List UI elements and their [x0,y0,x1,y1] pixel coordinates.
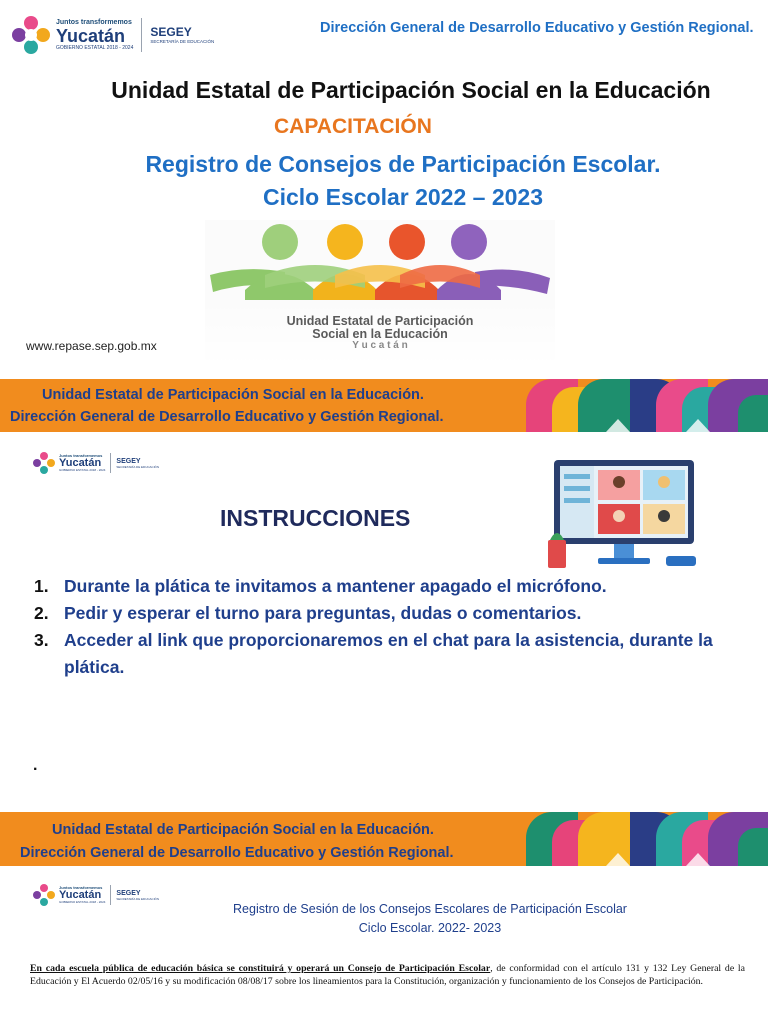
segey-label: SEGEY [116,457,141,465]
logo-brand: Yucatán [59,889,102,901]
image-caption-line3: Y u c a t á n [352,340,408,351]
cover-line1: Registro de Consejos de Participación Escolar. [145,151,661,177]
segey-sub: SECRETARÍA DE EDUCACIÓN [150,38,215,44]
legal-paragraph [30,962,745,988]
session-line2: Ciclo Escolar. 2022- 2023 [358,921,502,935]
logo-divider [110,453,111,473]
video-call-computer-icon [548,456,700,572]
banner-line2: Dirección General de Desarrollo Educativo y Gestión Regional. [20,845,454,861]
instruction-number: 1. [34,576,49,596]
repase-url: www.repase.sep.gob.mx [26,339,157,353]
logo-divider [141,18,142,52]
logo-brand: Yucatán [59,457,102,469]
logo-brand: Yucatán [56,26,126,46]
instructions-heading: INSTRUCCIONES [220,505,411,531]
legal-rest: , de conformidad con el artículo 131 y 132 Ley General de la Educación y El Acuerdo 02/05/16 y su modificación 08/08/17 sobre los lineamientos para la Constitución, organización y funcionamiento de los Consejos de Participación. [30,963,745,987]
stray-dot: . [33,757,38,774]
yucatan-segey-logo [12,14,214,56]
instruction-item [30,573,740,600]
header-direction-title: Dirección General de Desarrollo Educativo y Gestión Regional. [320,20,754,36]
legal-underlined: En cada escuela pública de educación básica se constituirá y operará un Consejo de Participación Escolar [30,963,491,974]
cover-line2: Ciclo Escolar 2022 – 2023 [262,184,544,210]
instruction-number: 3. [34,630,49,650]
image-caption-line1: Unidad Estatal de Participación [286,314,474,328]
cover-registro [0,148,768,214]
logo-tagline: Juntos transformemos [56,19,132,26]
banner-line1: Unidad Estatal de Participación Social en la Educación. [42,387,424,403]
image-caption-line2: Social en la Educación [312,327,448,341]
segey-sub: SECRETARÍA DE EDUCACIÓN [116,464,160,469]
logo-tagline: Juntos transformemos [59,453,103,458]
instruction-item [30,600,740,627]
cover-title: Unidad Estatal de Participación Social en la Educación [111,77,711,103]
logo-gov: GOBIERNO ESTATAL 2018 - 2024 [59,468,106,472]
segey-label: SEGEY [116,889,141,897]
yucatan-flower-icon [33,452,55,474]
participation-people-image [205,220,555,360]
yucatan-flower-icon [12,16,50,54]
instructions-list [30,573,740,681]
instruction-text: Durante la plática te invitamos a mantener apagado el micrófono. [64,576,607,596]
logo-tagline: Juntos transformemos [59,885,103,890]
instruction-item [30,627,740,681]
banner-line2: Dirección General de Desarrollo Educativo y Gestión Regional. [10,409,444,425]
orange-banner-1 [0,379,768,432]
yucatan-segey-logo-small [33,452,159,474]
decorative-pattern-icon [526,379,768,432]
instruction-text: Acceder al link que proporcionaremos en el chat para la asistencia, durante la plática. [64,630,713,677]
segey-label: SEGEY [150,24,192,39]
logo-gov: GOBIERNO ESTATAL 2018 - 2024 [56,45,134,51]
banner-line1: Unidad Estatal de Participación Social en la Educación. [52,822,434,838]
cover-subtitle: CAPACITACIÓN [274,115,432,138]
logo-gov: GOBIERNO ESTATAL 2018 - 2024 [59,900,106,904]
orange-banner-2 [0,812,768,866]
instruction-text: Pedir y esperar el turno para preguntas, dudas o comentarios. [64,603,582,623]
decorative-pattern-icon [526,812,768,866]
segey-sub: SECRETARÍA DE EDUCACIÓN [116,896,160,901]
instruction-number: 2. [34,603,49,623]
session-line1: Registro de Sesión de los Consejos Escolares de Participación Escolar [233,902,627,916]
